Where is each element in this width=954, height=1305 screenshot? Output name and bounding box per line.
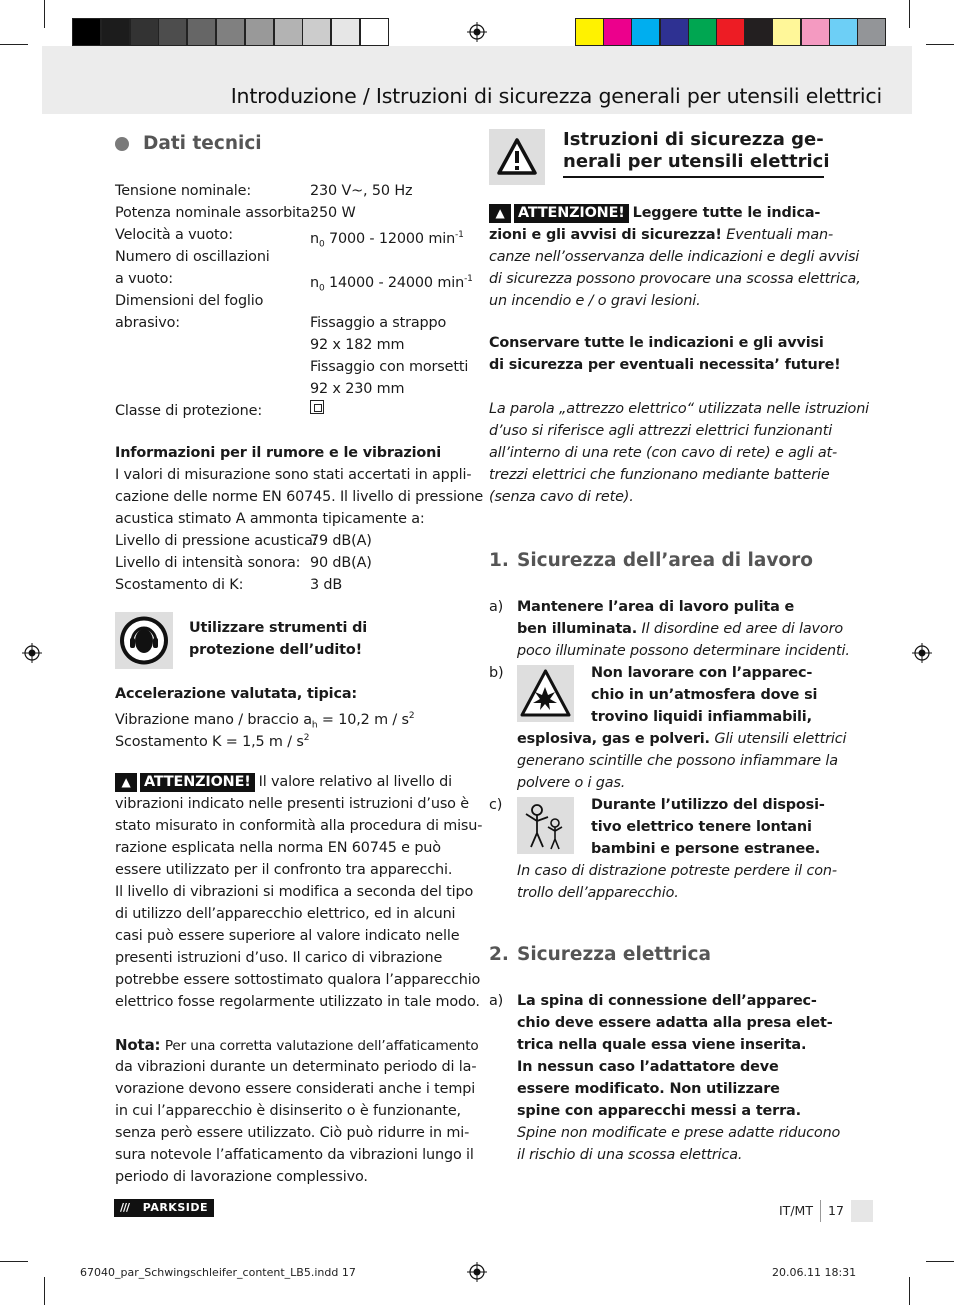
- item-c-bold-line: Durante l’utilizzo del disposi-: [591, 797, 825, 813]
- warning-text-line: essere utilizzato per il confronto tra apparecchi.: [115, 862, 453, 878]
- item-b-bold-line: Non lavorare con l’apparec-: [591, 665, 813, 681]
- language-code: IT/MT: [779, 1203, 813, 1218]
- item-c-italic-line: trollo dell’apparecchio.: [517, 885, 679, 901]
- warning-text-line: di sicurezza possono provocare una scossa elettrica,: [489, 271, 861, 287]
- section-number: 1.: [489, 550, 509, 571]
- safety-title: Istruzioni di sicurezza ge-: [563, 129, 824, 150]
- color-swatch: [744, 18, 773, 46]
- item-electrical-bold-line: spine con apparecchi messi a terra.: [517, 1103, 801, 1119]
- warning-text-line: presenti istruzioni d’uso. Il carico di vibrazione: [115, 950, 443, 966]
- color-swatch: [187, 18, 216, 46]
- note-text-line: senza però essere utilizzato. Ciò può ridurre in mi-: [115, 1125, 470, 1141]
- right-warning-line: zioni e gli avvisi di sicurezza! Eventuali man-: [489, 227, 834, 243]
- color-swatch: [72, 18, 101, 46]
- spec-value: 92 x 230 mm: [310, 381, 405, 397]
- noise-heading: Informazioni per il rumore e le vibrazioni: [115, 445, 442, 461]
- crop-mark: [926, 1261, 954, 1262]
- warning-text-line: vibrazioni indicato nelle presenti istruzioni d’uso è: [115, 796, 469, 812]
- section-title-technical-data: Dati tecnici: [143, 133, 262, 154]
- warning-text-line: razione esplicata nella norma EN 60745 e può: [115, 840, 441, 856]
- color-swatch: [829, 18, 858, 46]
- item-b-bold-line: trovino liquidi infiammabili,: [591, 709, 812, 725]
- item-electrical-bold-line: trica nella quale essa viene inserita.: [517, 1037, 807, 1053]
- definition-text-line: La parola „attrezzo elettrico“ utilizzata nelle istruzioni: [489, 401, 870, 417]
- note-text-line: in cui l’apparecchio è disinserito o è funzionante,: [115, 1103, 461, 1119]
- noise-text-line: acustica stimato A ammonta tipicamente a:: [115, 511, 425, 527]
- section-title-electrical-safety: Sicurezza elettrica: [517, 944, 711, 965]
- right-warning-line: ▲ ATTENZIONE! Leggere tutte le indica-: [489, 202, 820, 224]
- spec-value: $n_0$ 7000 - 12000 $\min^{-1}$: [310, 230, 464, 250]
- warning-triangle-icon: ▲: [115, 773, 137, 792]
- crop-mark: [44, 0, 45, 28]
- bullet-icon: [115, 137, 129, 151]
- date-info: 20.06.11 18:31: [772, 1266, 857, 1279]
- brand-logo: /// PARKSIDE: [114, 1199, 214, 1217]
- definition-text-line: trezzi elettrici che funzionano mediante batterie: [489, 467, 830, 483]
- safety-title: nerali per utensili elettrici: [563, 151, 830, 172]
- item-electrical-bold-line: essere modificato. Non utilizzare: [517, 1081, 780, 1097]
- color-swatch: [216, 18, 245, 46]
- color-swatch: [660, 18, 689, 46]
- spec-label: Velocità a vuoto:: [115, 227, 233, 243]
- note-text-line: periodo di lavorazione complessivo.: [115, 1169, 368, 1185]
- protection-class-ii-icon: [310, 400, 324, 414]
- spec-label: Classe di protezione:: [115, 403, 263, 419]
- noise-label: Livello di intensità sonora:: [115, 555, 301, 571]
- section-title-work-area: Sicurezza dell’area di lavoro: [517, 550, 813, 571]
- warning-text-line: Il livello di vibrazioni si modifica a seconda del tipo: [115, 884, 474, 900]
- crop-mark: [926, 44, 954, 45]
- ear-protection-text: Utilizzare strumenti di: [189, 620, 368, 636]
- color-swatch: [360, 18, 389, 46]
- item-label: b): [489, 665, 504, 681]
- vibration-value: Vibrazione mano / braccio $a_h = 10,2$ m / $s^2$: [115, 711, 415, 731]
- registration-mark-icon: [912, 643, 932, 663]
- warning-label: ATTENZIONE!: [140, 773, 255, 792]
- page-title: Introduzione / Istruzioni di sicurezza generali per utensili elettrici: [230, 84, 882, 108]
- warning-text-line: un incendio e / o gravi lesioni.: [489, 293, 701, 309]
- keep-children-away-icon: [517, 797, 574, 854]
- title-underline: [563, 176, 824, 178]
- spec-value: 230 V~, 50 Hz: [310, 183, 413, 199]
- definition-text-line: all’interno di una rete (con cavo di rete) e agli at-: [489, 445, 838, 461]
- acceleration-heading: Accelerazione valutata, tipica:: [115, 686, 357, 702]
- noise-label: Livello di pressione acustica:: [115, 533, 318, 549]
- color-swatch: [274, 18, 303, 46]
- color-swatch: [716, 18, 745, 46]
- item-label: a): [489, 599, 504, 615]
- registration-mark-icon: [22, 643, 42, 663]
- color-swatch: [158, 18, 187, 46]
- item-c-italic-line: In caso di distrazione potreste perdere il con-: [517, 863, 837, 879]
- footer-divider: [820, 1200, 821, 1222]
- spec-label: Tensione nominale:: [115, 183, 252, 199]
- section-number: 2.: [489, 944, 509, 965]
- item-electrical-italic-line: il rischio di una scossa elettrica.: [517, 1147, 743, 1163]
- warning-line: ▲ ATTENZIONE! Il valore relativo al livello di: [115, 771, 452, 793]
- note-text-line: sura notevole l’affaticamento da vibrazioni lungo il: [115, 1147, 474, 1163]
- warning-text-line: canze nell’osservanza delle indicazioni e degli avvisi: [489, 249, 860, 265]
- color-swatch: [245, 18, 274, 46]
- registration-mark-icon: [467, 1262, 487, 1282]
- item-electrical-bold-line: La spina di connessione dell’apparec-: [517, 993, 817, 1009]
- spec-label: Dimensioni del foglio: [115, 293, 264, 309]
- item-label: a): [489, 993, 504, 1009]
- item-electrical-bold-line: In nessun caso l’adattatore deve: [517, 1059, 779, 1075]
- note-text-line: da vibrazioni durante un determinato periodo di la-: [115, 1059, 477, 1075]
- explosion-warning-icon: [517, 665, 574, 722]
- ear-protection-text: protezione dell’udito!: [189, 642, 363, 658]
- crop-mark: [0, 1261, 28, 1262]
- item-label: c): [489, 797, 503, 813]
- item-b-italic-line: generano scintille che possono infiammare la: [517, 753, 838, 769]
- noise-text-line: I valori di misurazione sono stati accertati in appli-: [115, 467, 472, 483]
- color-swatch: [302, 18, 331, 46]
- noise-value: 3 dB: [310, 577, 343, 593]
- item-a-text: poco illuminate possono determinare incidenti.: [517, 643, 850, 659]
- item-electrical-bold-line: chio deve essere adatta alla presa elet-: [517, 1015, 833, 1031]
- noise-text-line: cazione delle norme EN 60745. Il livello di pressione: [115, 489, 484, 505]
- registration-mark-icon: [467, 22, 487, 42]
- warning-text-line: di utilizzo dell’apparecchio elettrico, ed in alcuni: [115, 906, 456, 922]
- spec-label: Numero di oscillazioni: [115, 249, 270, 265]
- spec-value: Fissaggio con morsetti: [310, 359, 469, 375]
- crop-mark: [0, 44, 28, 45]
- noise-value: 79 dB(A): [310, 533, 372, 549]
- spec-value: $n_0$ 14000 - 24000 $\min^{-1}$: [310, 274, 473, 294]
- color-swatch: [631, 18, 660, 46]
- page-tab: [851, 1200, 873, 1222]
- item-b-bold-line: chio in un’atmosfera dove si: [591, 687, 818, 703]
- page-number: 17: [828, 1203, 844, 1218]
- note-label: Nota:: [115, 1036, 161, 1054]
- spec-label: abrasivo:: [115, 315, 181, 331]
- note-line: Nota: Per una corretta valutazione dell’affaticamento: [115, 1036, 479, 1054]
- definition-text-line: d’uso si riferisce agli attrezzi elettrici funzionanti: [489, 423, 833, 439]
- item-c-bold-line: bambini e persone estranee.: [591, 841, 821, 857]
- crop-mark: [909, 0, 910, 28]
- warning-text-line: stato misurato in conformità alla procedura di misu-: [115, 818, 483, 834]
- color-swatch: [575, 18, 604, 46]
- item-electrical-italic-line: Spine non modificate e prese adatte riducono: [517, 1125, 841, 1141]
- item-c-bold-line: tivo elettrico tenere lontani: [591, 819, 812, 835]
- warning-sign-icon: [489, 129, 545, 185]
- item-b-text: esplosiva, gas e polveri. Gli utensili elettrici: [517, 731, 847, 747]
- warning-triangle-icon: ▲: [489, 204, 511, 223]
- item-a-text: Mantenere l’area di lavoro pulita e: [517, 599, 795, 615]
- spec-value: 250 W: [310, 205, 356, 221]
- color-swatch: [101, 18, 130, 46]
- keep-text-line: di sicurezza per eventuali necessita’ future!: [489, 357, 841, 373]
- item-b-italic-line: polvere o i gas.: [517, 775, 626, 791]
- item-a-text: ben illuminata. Il disordine ed aree di lavoro: [517, 621, 843, 637]
- spec-value: 92 x 182 mm: [310, 337, 405, 353]
- color-swatch: [857, 18, 886, 46]
- color-swatch: [688, 18, 717, 46]
- warning-label: ATTENZIONE!: [514, 204, 629, 223]
- crop-mark: [909, 1277, 910, 1305]
- color-swatch: [801, 18, 830, 46]
- definition-text-line: (senza cavo di rete).: [489, 489, 634, 505]
- file-info: 67040_par_Schwingschleifer_content_LB5.indd 17: [80, 1266, 356, 1279]
- keep-text-line: Conservare tutte le indicazioni e gli avvisi: [489, 335, 824, 351]
- warning-text-line: potrebbe essere sottostimato qualora l’apparecchio: [115, 972, 481, 988]
- warning-text-line: elettrico fosse regolarmente utilizzato in tale modo.: [115, 994, 480, 1010]
- color-swatch: [603, 18, 632, 46]
- spec-label: a vuoto:: [115, 271, 173, 287]
- note-text-line: vorazione devono essere considerati anche i tempi: [115, 1081, 476, 1097]
- spec-label: Potenza nominale assorbita:: [115, 205, 315, 221]
- noise-label: Scostamento di K:: [115, 577, 244, 593]
- color-swatch: [331, 18, 360, 46]
- noise-value: 90 dB(A): [310, 555, 372, 571]
- color-swatch: [772, 18, 801, 46]
- warning-text-line: casi può essere superiore al valore indicato nelle: [115, 928, 460, 944]
- deviation-value: Scostamento K = 1,5 m / $s^2$: [115, 733, 310, 750]
- hearing-protection-icon: [115, 612, 173, 669]
- crop-mark: [44, 1277, 45, 1305]
- spec-value: Fissaggio a strappo: [310, 315, 447, 331]
- color-swatch: [130, 18, 159, 46]
